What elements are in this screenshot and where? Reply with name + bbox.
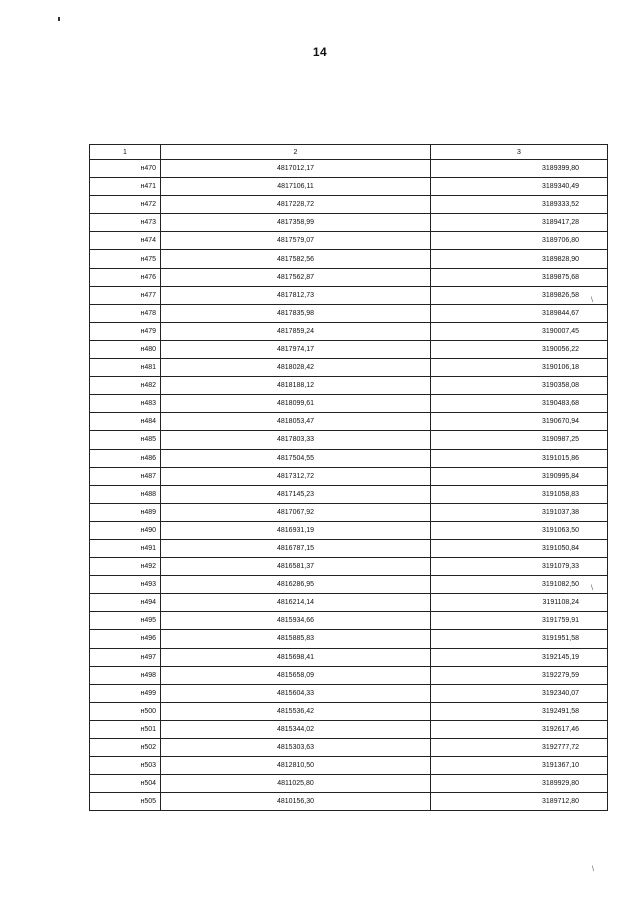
table-body: [90, 160, 608, 811]
x-coordinate-cell: 4817106,11: [161, 178, 431, 196]
coordinates-table: [89, 144, 608, 811]
point-id-cell: н474: [90, 232, 161, 250]
y-coordinate-cell: 3191050,84: [431, 539, 608, 557]
x-coordinate-cell: 4817835,98: [161, 304, 431, 322]
point-id-cell: н501: [90, 720, 161, 738]
y-coordinate-cell: 3191951,58: [431, 630, 608, 648]
point-id-cell: н505: [90, 793, 161, 811]
y-coordinate-cell: 3190106,18: [431, 359, 608, 377]
x-coordinate-cell: 4817358,99: [161, 214, 431, 232]
y-coordinate-cell: 3189399,80: [431, 160, 608, 178]
y-coordinate-cell: 3191367,10: [431, 757, 608, 775]
x-coordinate-cell: 4815658,09: [161, 666, 431, 684]
x-coordinate-cell: 4817812,73: [161, 286, 431, 304]
x-coordinate-cell: 4818099,61: [161, 395, 431, 413]
point-id-cell: н499: [90, 684, 161, 702]
point-id-cell: н473: [90, 214, 161, 232]
table-row: [90, 594, 608, 612]
y-coordinate-cell: 3190483,68: [431, 395, 608, 413]
point-id-cell: н490: [90, 521, 161, 539]
x-coordinate-cell: 4817228,72: [161, 196, 431, 214]
table-row: [90, 431, 608, 449]
x-coordinate-cell: 4815536,42: [161, 702, 431, 720]
point-id-cell: н481: [90, 359, 161, 377]
point-id-cell: н502: [90, 739, 161, 757]
x-coordinate-cell: 4816286,95: [161, 576, 431, 594]
table-row: [90, 702, 608, 720]
x-coordinate-cell: 4815604,33: [161, 684, 431, 702]
x-coordinate-cell: 4815344,02: [161, 720, 431, 738]
column-header-x: 2: [161, 145, 431, 160]
y-coordinate-cell: 3190995,84: [431, 467, 608, 485]
x-coordinate-cell: 4817582,56: [161, 250, 431, 268]
x-coordinate-cell: 4816214,14: [161, 594, 431, 612]
table-row: [90, 558, 608, 576]
table-row: [90, 340, 608, 358]
y-coordinate-cell: 3189333,52: [431, 196, 608, 214]
y-coordinate-cell: 3191015,86: [431, 449, 608, 467]
y-coordinate-cell: 3189712,80: [431, 793, 608, 811]
table-row: [90, 449, 608, 467]
page-number: 14: [312, 45, 328, 59]
x-coordinate-cell: 4817579,07: [161, 232, 431, 250]
scan-mark: \: [591, 297, 593, 304]
y-coordinate-cell: 3192777,72: [431, 739, 608, 757]
y-coordinate-cell: 3191079,33: [431, 558, 608, 576]
x-coordinate-cell: 4815934,66: [161, 612, 431, 630]
table-row: [90, 178, 608, 196]
y-coordinate-cell: 3189875,68: [431, 268, 608, 286]
x-coordinate-cell: 4815698,41: [161, 648, 431, 666]
x-coordinate-cell: 4817312,72: [161, 467, 431, 485]
point-id-cell: н491: [90, 539, 161, 557]
point-id-cell: н489: [90, 503, 161, 521]
y-coordinate-cell: 3190007,45: [431, 322, 608, 340]
table-row: [90, 286, 608, 304]
y-coordinate-cell: 3189844,67: [431, 304, 608, 322]
y-coordinate-cell: 3190670,94: [431, 413, 608, 431]
x-coordinate-cell: 4816787,15: [161, 539, 431, 557]
y-coordinate-cell: 3189417,28: [431, 214, 608, 232]
table-row: [90, 648, 608, 666]
table-row: [90, 485, 608, 503]
table-row: [90, 395, 608, 413]
point-id-cell: н493: [90, 576, 161, 594]
table-row: [90, 521, 608, 539]
point-id-cell: н476: [90, 268, 161, 286]
table-row: [90, 612, 608, 630]
y-coordinate-cell: 3189340,49: [431, 178, 608, 196]
table-row: [90, 322, 608, 340]
x-coordinate-cell: 4815303,63: [161, 739, 431, 757]
point-id-cell: н484: [90, 413, 161, 431]
table-row: [90, 413, 608, 431]
x-coordinate-cell: 4817859,24: [161, 322, 431, 340]
table-row: [90, 268, 608, 286]
table-row: [90, 757, 608, 775]
x-coordinate-cell: 4817012,17: [161, 160, 431, 178]
table-row: [90, 250, 608, 268]
table-row: [90, 793, 608, 811]
y-coordinate-cell: 3192491,58: [431, 702, 608, 720]
x-coordinate-cell: 4817504,55: [161, 449, 431, 467]
y-coordinate-cell: 3190358,08: [431, 377, 608, 395]
table-row: [90, 304, 608, 322]
x-coordinate-cell: 4817803,33: [161, 431, 431, 449]
x-coordinate-cell: 4815885,83: [161, 630, 431, 648]
point-id-cell: н503: [90, 757, 161, 775]
x-coordinate-cell: 4817067,92: [161, 503, 431, 521]
point-id-cell: н487: [90, 467, 161, 485]
point-id-cell: н488: [90, 485, 161, 503]
point-id-cell: н498: [90, 666, 161, 684]
point-id-cell: н472: [90, 196, 161, 214]
x-coordinate-cell: 4817974,17: [161, 340, 431, 358]
table-row: [90, 196, 608, 214]
table-row: [90, 720, 608, 738]
column-header-point: 1: [90, 145, 161, 160]
table-row: [90, 232, 608, 250]
point-id-cell: н485: [90, 431, 161, 449]
point-id-cell: н492: [90, 558, 161, 576]
table-row: [90, 666, 608, 684]
point-id-cell: н482: [90, 377, 161, 395]
y-coordinate-cell: 3191058,83: [431, 485, 608, 503]
y-coordinate-cell: 3190056,22: [431, 340, 608, 358]
point-id-cell: н480: [90, 340, 161, 358]
x-coordinate-cell: 4818053,47: [161, 413, 431, 431]
y-coordinate-cell: 3191759,91: [431, 612, 608, 630]
point-id-cell: н478: [90, 304, 161, 322]
scan-mark: \: [592, 866, 594, 873]
point-id-cell: н494: [90, 594, 161, 612]
point-id-cell: н496: [90, 630, 161, 648]
table-row: [90, 359, 608, 377]
x-coordinate-cell: 4811025,80: [161, 775, 431, 793]
table-row: [90, 467, 608, 485]
x-coordinate-cell: 4816931,19: [161, 521, 431, 539]
y-coordinate-cell: 3191082,50: [431, 576, 608, 594]
y-coordinate-cell: 3192279,59: [431, 666, 608, 684]
point-id-cell: н486: [90, 449, 161, 467]
table-row: [90, 739, 608, 757]
x-coordinate-cell: 4816581,37: [161, 558, 431, 576]
scan-mark: \: [591, 585, 593, 592]
y-coordinate-cell: 3192340,07: [431, 684, 608, 702]
y-coordinate-cell: 3189929,80: [431, 775, 608, 793]
column-header-y: 3: [431, 145, 608, 160]
x-coordinate-cell: 4818028,42: [161, 359, 431, 377]
point-id-cell: н475: [90, 250, 161, 268]
table-row: [90, 214, 608, 232]
x-coordinate-cell: 4817145,23: [161, 485, 431, 503]
y-coordinate-cell: 3191063,50: [431, 521, 608, 539]
point-id-cell: н477: [90, 286, 161, 304]
y-coordinate-cell: 3189828,90: [431, 250, 608, 268]
point-id-cell: н479: [90, 322, 161, 340]
table-row: [90, 503, 608, 521]
y-coordinate-cell: 3189706,80: [431, 232, 608, 250]
point-id-cell: н497: [90, 648, 161, 666]
y-coordinate-cell: 3189826,58: [431, 286, 608, 304]
y-coordinate-cell: 3191037,38: [431, 503, 608, 521]
point-id-cell: н495: [90, 612, 161, 630]
y-coordinate-cell: 3191108,24: [431, 594, 608, 612]
table-row: [90, 160, 608, 178]
x-coordinate-cell: 4818188,12: [161, 377, 431, 395]
table-row: [90, 576, 608, 594]
table-row: [90, 377, 608, 395]
point-id-cell: н470: [90, 160, 161, 178]
y-coordinate-cell: 3192145,19: [431, 648, 608, 666]
point-id-cell: н471: [90, 178, 161, 196]
point-id-cell: н500: [90, 702, 161, 720]
x-coordinate-cell: 4812810,50: [161, 757, 431, 775]
y-coordinate-cell: 3192617,46: [431, 720, 608, 738]
point-id-cell: н483: [90, 395, 161, 413]
x-coordinate-cell: 4817562,87: [161, 268, 431, 286]
point-id-cell: н504: [90, 775, 161, 793]
scan-speck: [58, 17, 60, 21]
table-row: [90, 630, 608, 648]
table-row: [90, 684, 608, 702]
x-coordinate-cell: 4810156,30: [161, 793, 431, 811]
y-coordinate-cell: 3190987,25: [431, 431, 608, 449]
table-row: [90, 775, 608, 793]
table-header-row: [90, 145, 608, 160]
table-row: [90, 539, 608, 557]
